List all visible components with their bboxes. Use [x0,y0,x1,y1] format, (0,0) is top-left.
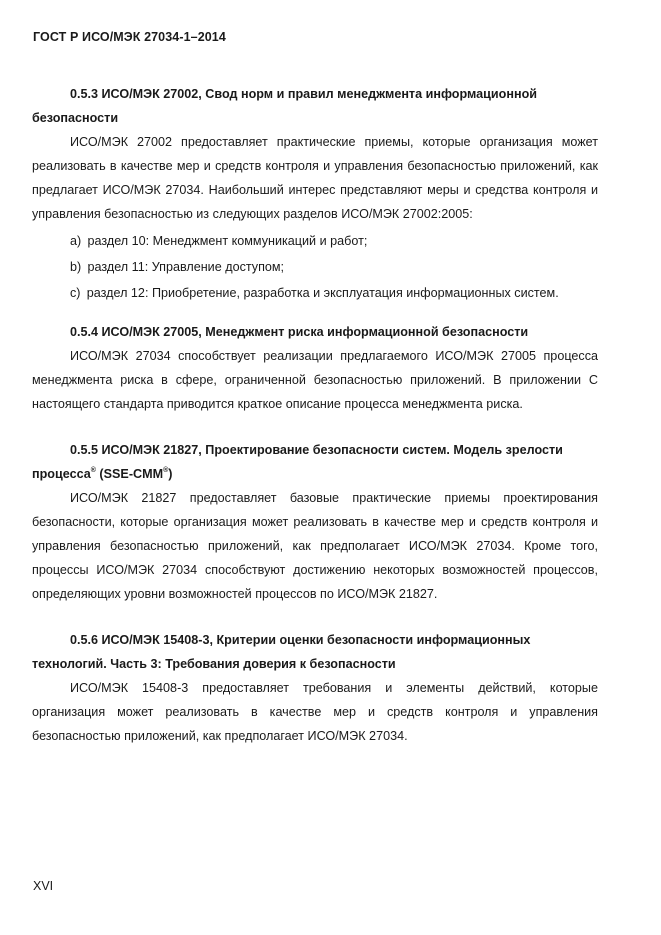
section-0-5-3-paragraph: ИСО/МЭК 27002 предоставляет практические приемы, которые организация может реализовать в качестве мер и средств контроля и управления безопасностью приложений, как предлагает ИСО/МЭК 27034. Наибольший интерес представляют меры и средства контроля и управления безопасностью из следующих разделов ИСО/МЭК 27002:2005: [32,135,598,221]
section-0-5-5-paragraph: ИСО/МЭК 21827 предоставляет базовые практические приемы проектирования безопасности, которые организация может реализовать в качестве мер и средств контроля и управления безопасностью приложений, как предполагает ИСО/МЭК 27034. Кроме того, процессы ИСО/МЭК 27034 способствуют достижению некоторых возможностей процессов, определяющих уровни возможностей процессов по ИСО/МЭК 21827. [32,491,598,601]
section-0-5-4-heading: 0.5.4 ИСО/МЭК 27005, Менеджмент риска информационной безопасности [70,325,529,339]
list-item: b) раздел 11: Управление доступом; [70,260,285,274]
page-content [32,82,598,748]
section-0-5-5-heading [32,438,598,486]
running-header: ГОСТ Р ИСО/МЭК 27034-1–2014 [33,30,226,44]
section-0-5-3-heading: 0.5.3 ИСО/МЭК 27002, Свод норм и правил менеджмента информационной безопасности [32,87,538,125]
section-0-5-6-paragraph: ИСО/МЭК 15408-3 предоставляет требования и элементы действий, которые организация может реализовать в качестве мер и средств контроля и управления безопасностью приложений, как предполагает ИСО/МЭК 27034. [32,681,598,743]
heading-text: (SSE-CMM [95,467,164,481]
list-item: с) раздел 12: Приобретение, разработка и эксплуатация информационных систем. [70,286,559,300]
heading-text: 0.5.5 ИСО/МЭК 21827, Проектирование безопасности систем. Модель зрелости процесса [32,443,563,481]
heading-text: ) [168,467,173,481]
section-0-5-3-list [32,228,598,306]
page-number: XVI [33,879,54,893]
section-0-5-4-paragraph: ИСО/МЭК 27034 способствует реализации предлагаемого ИСО/МЭК 27005 процесса менеджмента риска в сфере, ограниченной безопасностью приложений. В приложении С настоящего стандарта приводится краткое описание процесса менеджмента риска. [32,349,598,411]
registered-mark: ® [163,467,169,474]
registered-mark: ® [90,467,96,474]
list-item: а) раздел 10: Менеджмент коммуникаций и работ; [70,234,368,248]
section-0-5-6-heading: 0.5.6 ИСО/МЭК 15408-3, Критерии оценки безопасности информационных технологий. Часть 3: Требования доверия к безопасности [32,633,531,671]
